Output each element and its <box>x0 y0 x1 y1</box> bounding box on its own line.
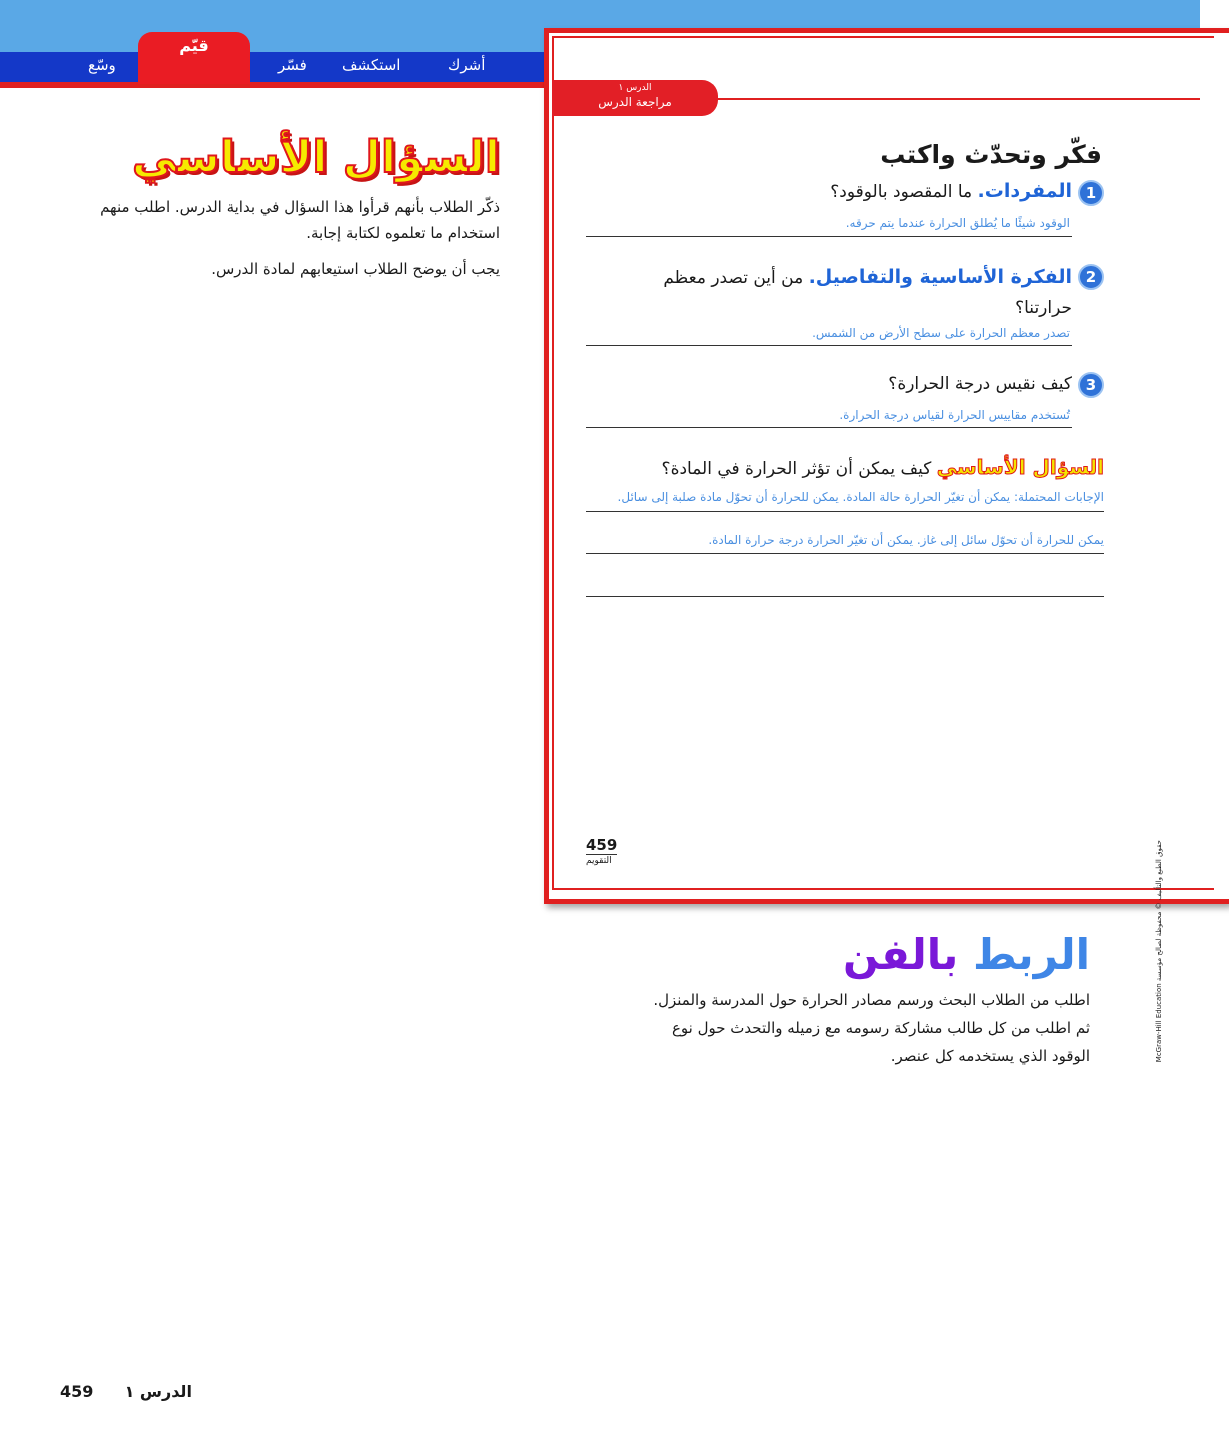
lesson-review-ribbon <box>552 80 718 116</box>
question-1-text: ما المقصود بالوقود؟ <box>830 182 973 202</box>
essential-question <box>662 455 1104 479</box>
essential-answer-1: الإجابات المحتملة: يمكن أن تغيّر الحرارة حالة المادة. يمكن للحرارة أن تحوّل مادة صلبة إلى سائل. <box>617 490 1104 504</box>
art-title-part-2: بالفن <box>842 930 959 979</box>
answer-1: الوقود شيئًا ما يُطلق الحرارة عندما يتم حرقه. <box>845 216 1070 230</box>
copyright-text: حقوق الطبع والتأليف © محفوظة لصالح مؤسسة McGraw-Hill Education <box>1155 840 1163 1063</box>
answer-line <box>586 511 1104 512</box>
question-3: كيف نقيس درجة الحرارة؟ <box>888 374 1072 394</box>
tab-expand[interactable]: وسّع <box>88 56 116 74</box>
answer-line <box>586 553 1104 554</box>
question-1 <box>830 180 1072 202</box>
question-number-1: 1 <box>1078 180 1104 206</box>
essential-answer-2: يمكن للحرارة أن تحوّل سائل إلى غاز. يمكن أن تغيّر الحرارة درجة حرارة المادة. <box>708 533 1104 547</box>
ribbon-divider <box>718 98 1200 100</box>
tab-explore[interactable]: استكشف <box>342 56 401 74</box>
footer <box>60 1382 192 1401</box>
art-title-part-1: الربط <box>972 930 1090 979</box>
footer-page: 459 <box>60 1382 94 1401</box>
art-connection-title <box>843 930 1090 979</box>
answer-line <box>586 427 1072 428</box>
answer-line <box>586 236 1072 237</box>
answer-3: تُستخدم مقاييس الحرارة لقياس درجة الحرارة. <box>839 408 1070 422</box>
tab-explain[interactable]: فسّر <box>278 56 307 74</box>
student-page-label: التقويم <box>586 856 612 866</box>
student-page-number: 459 <box>586 836 618 854</box>
question-1-keyword: المفردات. <box>977 180 1072 202</box>
answer-2: تصدر معظم الحرارة على سطح الأرض من الشمس. <box>812 326 1070 340</box>
question-2-keyword: الفكرة الأساسية والتفاصيل. <box>808 266 1072 288</box>
question-2-text: من أين تصدر معظم حرارتنا؟ <box>663 268 1072 318</box>
copyright-notice <box>1150 620 1166 1063</box>
ribbon-lesson: الدرس ١ <box>618 83 652 93</box>
essential-question-label: السؤال الأساسي <box>936 455 1104 479</box>
tab-evaluate[interactable]: قيّم <box>138 32 250 84</box>
answer-line <box>586 596 1104 597</box>
essential-expectation: يجب أن يوضح الطلاب استيعابهم لمادة الدرس. <box>211 260 500 278</box>
art-connection-text: اطلب من الطلاب البحث ورسم مصادر الحرارة حول المدرسة والمنزل. ثم اطلب من كل طالب مشاركة رسومه مع زميله والتحدث حول نوع الوقود الذي يستخدمه كل عنصر. <box>653 991 1090 1065</box>
question-2 <box>622 262 1072 323</box>
answer-line <box>586 345 1072 346</box>
question-number-3: 3 <box>1078 372 1104 398</box>
essential-instruction: ذكّر الطلاب بأنهم قرأوا هذا السؤال في بداية الدرس. اطلب منهم استخدام ما تعلموه لكتابة إجابة. <box>100 198 500 242</box>
essential-question-text: كيف يمكن أن تؤثر الحرارة في المادة؟ <box>661 459 932 479</box>
footer-lesson: الدرس ١ <box>124 1382 192 1401</box>
question-number-2: 2 <box>1078 264 1104 290</box>
essential-question-title: السؤال الأساسي <box>132 132 500 183</box>
ribbon-title: مراجعة الدرس <box>598 95 672 109</box>
page-title: فكّر وتحدّث واكتب <box>880 140 1102 169</box>
tab-engage[interactable]: أشرك <box>448 56 486 74</box>
